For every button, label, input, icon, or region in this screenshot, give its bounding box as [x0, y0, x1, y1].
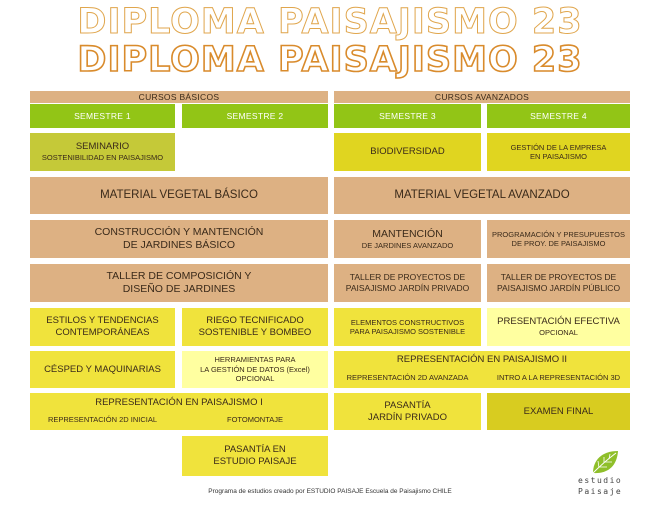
title-ghost: DIPLOMA PAISAJISMO 23 — [77, 2, 583, 42]
course-elementos — [334, 308, 481, 346]
course-biodiversidad-title: BIODIVERSIDAD — [370, 146, 445, 158]
leaf-icon — [590, 448, 620, 476]
course-programacion-line2: DE PROY. DE PAISAJISMO — [511, 239, 606, 248]
course-cesped — [30, 351, 175, 388]
course-gestion-line2: EN PAISAJISMO — [530, 152, 587, 161]
course-pasantia-estudio-line1: PASANTÍA EN — [224, 444, 286, 456]
course-construccion-line1: CONSTRUCCIÓN Y MANTENCIÓN — [94, 225, 264, 238]
course-seminario — [30, 133, 175, 171]
course-programacion-line1: PROGRAMACIÓN Y PRESUPUESTOS — [492, 229, 625, 239]
course-gestion-line1: GESTIÓN DE LA EMPRESA — [510, 142, 607, 152]
course-examen-final — [487, 393, 630, 430]
course-intro-3d-label: INTRO A LA REPRESENTACIÓN 3D — [496, 372, 621, 382]
logo-text-estudio: estudio — [578, 476, 623, 485]
course-pasantia-estudio — [182, 436, 328, 476]
course-construccion — [30, 220, 328, 258]
course-pasantia-estudio-line2: ESTUDIO PAISAJE — [213, 456, 297, 467]
course-taller-composicion — [30, 264, 328, 302]
header-cursos-basicos-label: CURSOS BÁSICOS — [138, 91, 220, 102]
semester-4 — [487, 104, 630, 128]
footer-credit: Programa de estudios creado por ESTUDIO PAISAJE Escuela de Paisajismo CHILE — [208, 488, 452, 495]
course-repr-2d-avanzada-label: REPRESENTACIÓN 2D AVANZADA — [346, 372, 469, 382]
course-fotomontaje-label: FOTOMONTAJE — [227, 414, 283, 424]
course-seminario-subtitle: SOSTENIBILIDAD EN PAISAJISMO — [41, 153, 164, 163]
course-riego-line2: SOSTENIBLE Y BOMBEO — [198, 327, 312, 338]
course-construccion-line2: DE JARDINES BÁSICO — [122, 239, 236, 251]
course-material-vegetal-basico — [30, 177, 328, 214]
course-herramientas-optional: OPCIONAL — [235, 374, 275, 384]
course-representacion-1-title: REPRESENTACIÓN EN PAISAJISMO I — [95, 397, 263, 408]
page-title: DIPLOMA PAISAJISMO 23 — [77, 40, 583, 80]
semester-1 — [30, 104, 175, 128]
course-herramientas-line1: HERRAMIENTAS PARA — [214, 355, 296, 365]
logo-text-paisaje: Paisaje — [578, 487, 623, 496]
course-taller-composicion-line1: TALLER DE COMPOSICIÓN Y — [106, 269, 252, 282]
course-herramientas — [182, 351, 328, 388]
course-riego — [182, 308, 328, 346]
header-cursos-avanzados-label: CURSOS AVANZADOS — [434, 91, 530, 102]
course-taller-publico-line2: PAISAJISMO JARDÍN PÚBLICO — [496, 283, 621, 293]
course-intro-3d — [487, 369, 630, 386]
course-programacion — [487, 220, 630, 258]
course-examen-final-title: EXAMEN FINAL — [523, 405, 594, 417]
course-pasantia-jardin-line2: JARDÍN PRIVADO — [367, 411, 447, 423]
semester-1-label: SEMESTRE 1 — [74, 110, 131, 121]
course-biodiversidad — [334, 133, 481, 171]
course-cesped-title: CÉSPED Y MAQUINARIAS — [44, 363, 161, 375]
course-seminario-title: SEMINARIO — [75, 141, 130, 153]
course-taller-privado — [334, 264, 481, 302]
semester-4-label: SEMESTRE 4 — [530, 110, 587, 121]
course-elementos-line2: PARA PAISAJISMO SOSTENIBLE — [349, 327, 466, 336]
course-taller-privado-line2: PAISAJISMO JARDÍN PRIVADO — [345, 283, 470, 293]
course-vegetal-basico-title: MATERIAL VEGETAL BÁSICO — [100, 189, 258, 202]
header-cursos-basicos — [30, 91, 328, 103]
course-estilos — [30, 308, 175, 346]
course-pasantia-jardin — [334, 393, 481, 430]
course-taller-publico — [487, 264, 630, 302]
semester-2-label: SEMESTRE 2 — [226, 110, 284, 121]
course-riego-line1: RIEGO TECNIFICADO — [206, 315, 304, 327]
course-material-vegetal-avanzado — [334, 177, 630, 214]
course-presentacion-title: PRESENTACIÓN EFECTIVA — [497, 316, 620, 328]
course-gestion-empresa — [487, 133, 630, 171]
course-pasantia-jardin-line1: PASANTÍA — [384, 399, 431, 411]
semester-3-label: SEMESTRE 3 — [379, 110, 436, 121]
course-repr-2d-inicial-label: REPRESENTACIÓN 2D INICIAL — [47, 414, 158, 424]
header-cursos-avanzados — [334, 91, 630, 103]
course-repr-2d-inicial — [30, 411, 175, 428]
course-mantencion — [334, 220, 481, 258]
course-representacion-2-title: REPRESENTACIÓN EN PAISAJISMO II — [396, 354, 568, 365]
course-herramientas-line2: LA GESTIÓN DE DATOS (Excel) — [200, 364, 310, 374]
course-mantencion-subtitle: DE JARDINES AVANZADO — [361, 240, 454, 250]
course-vegetal-avanzado-title: MATERIAL VEGETAL AVANZADO — [394, 189, 570, 202]
course-elementos-line1: ELEMENTOS CONSTRUCTIVOS — [350, 317, 465, 327]
course-taller-publico-line1: TALLER DE PROYECTOS DE — [500, 272, 617, 283]
course-taller-privado-line1: TALLER DE PROYECTOS DE — [349, 272, 466, 283]
course-presentacion-efectiva — [487, 308, 630, 346]
course-repr-2d-avanzada — [334, 369, 481, 386]
course-presentacion-optional: OPCIONAL — [539, 328, 578, 338]
course-mantencion-title: MANTENCIÓN — [372, 227, 443, 240]
course-estilos-line2: CONTEMPORÁNEAS — [55, 327, 150, 338]
semester-3 — [334, 104, 481, 128]
course-fotomontaje — [182, 411, 328, 428]
course-taller-composicion-line2: DISEÑO DE JARDINES — [122, 283, 236, 295]
course-estilos-line1: ESTILOS Y TENDENCIAS — [46, 315, 159, 327]
semester-2 — [182, 104, 328, 128]
